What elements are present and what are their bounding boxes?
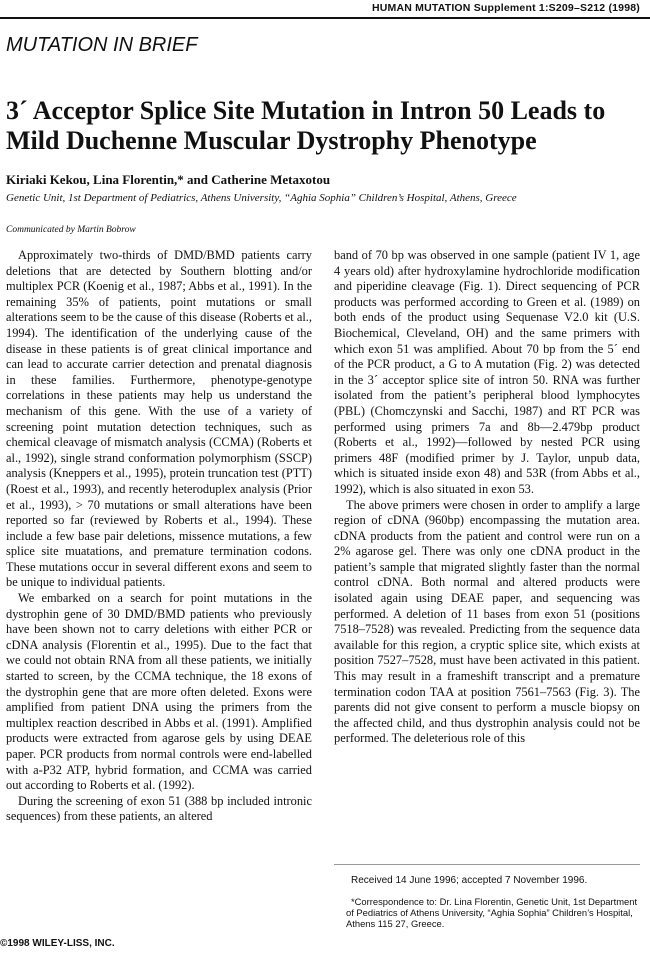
right-column [334,248,640,747]
body-paragraph: During the screening of exon 51 (388 bp included intronic sequences) from these patients, an altered [6,793,312,824]
communicated-by: Communicated by Martin Bobrow [6,225,136,235]
copyright-notice: ©1998 WILEY-LISS, INC. [0,938,115,949]
journal-citation: HUMAN MUTATION Supplement 1:S209–S212 (1998) [371,2,640,14]
body-paragraph: band of 70 bp was observed in one sample (patient IV 1, age 4 years old) after hydroxylamine hydrochloride modification and piperidine cleavage (Fig. 1). Direct sequencing of PCR products was performed according to Green et al. (1989) on both ends of the product using Sequenase V2.0 kit (U.S. Biochemical, Cleveland, OH) and the same primers with which exon 51 was amplified. About 70 bp from the 5´ end of the PCR product, a G to A mutation (Fig. 2) was detected in the 3´ acceptor splice site of intron 50. RNA was further isolated from the patient’s peripheral blood lymphocytes (PBL) (Chomczynski and Sacchi, 1987) and RT PCR was performed using primers 7a and 8b—2.479bp product (Roberts et al., 1992)—followed by nested PCR using primers 48F (modified primer by J. Taylor, unpub data, which is situated inside exon 48) and 53R (from Abbs et al., 1992), which is also situated in exon 53. [334,248,640,496]
body-paragraph: The above primers were chosen in order to amplify a large region of cDNA (960bp) encompassing the mutation area. cDNA products from the patient and control were run on a 2% agarose gel. There was only one cDNA product in the patient’s sample that migrated slightly faster than the normal control cDNA. Both normal and altered products were isolated again using DEAE paper, and sequencing was performed. A deletion of 11 bases from exon 51 (positions 7518–7528) was revealed. Predicting from the sequence data available for this region, a cryptic splice site, which exists at position 7527–7528, must have been activated in this patient. This may result in a frameshift transcript and a premature termination codon TAA at position 7561–7563 (Fig. 3). The parents did not give consent to perform a muscle biopsy on the affected child, and thus dystrophin analysis could not be performed. The deleterious role of this [334,497,640,746]
left-column [6,248,312,825]
article-title: 3´ Acceptor Splice Site Mutation in Intron 50 Leads to Mild Duchenne Muscular Dystrophy Phenotype [6,96,606,155]
author-list: Kiriaki Kekou, Lina Florentin,* and Catherine Metaxotou [6,172,331,187]
section-heading: MUTATION IN BRIEF [6,34,198,56]
received-dates: Received 14 June 1996; accepted 7 November 1996. [351,875,588,886]
body-paragraph: We embarked on a search for point mutations in the dystrophin gene of 30 DMD/BMD patients who previously have been shown not to carry deletions with either PCR or cDNA analysis (Florentin et al., 1995). Due to the fact that we could not obtain RNA from all these patients, we initially started to screen, by the CCMA technique, the 18 exons of the dystrophin gene that are more often deleted. Exons were amplified from patient DNA using the primers from the multiplex reaction described in Abbs et al. (1991). Amplified products were extracted from agarose gels by using DEAE paper. PCR products from normal controls were end-labelled with a-P32 ATP, hybrid formation, and CCMA was carried out according to Roberts et al. (1992). [6,591,312,793]
affiliation: Genetic Unit, 1st Department of Pediatrics, Athens University, “Aghia Sophia” Children’s Hospital, Athens, Greece [6,192,517,204]
footnote-divider [334,864,640,865]
body-paragraph: Approximately two-thirds of DMD/BMD patients carry deletions that are detected by Southern blotting and/or multiplex PCR (Koenig et al., 1987; Abbs et al., 1991). In the remaining 35% of patients, point mutations or small alterations seem to be the cause of this disease (Roberts et al., 1994). The identification of the underlying cause of the disease in these patients is of great clinical importance and can lead to accurate carrier detection and prenatal diagnosis in these families. Furthermore, phenotype-genotype correlations in these patients may help us understand the mechanism of this gene. With the use of a variety of screening point mutation detection techniques, such as chemical cleavage of mismatch analysis (CCMA) (Roberts et al., 1992), single strand conformation polymorphism (SSCP) analysis (Kneppers et al., 1995), protein truncation test (PTT) (Roest et al., 1993), and recently heteroduplex analysis (Prior et al., 1993), > 70 mutations or small alterations have been reported so far (reviewed by Roberts et al., 1994). These include a few base pair deletions, missence mutations, a few splice site muatations, and premature termination codons. These mutations occur in several different exons and seem to be unique to individual patients. [6,248,312,590]
correspondence-note: *Correspondence to: Dr. Lina Florentin, Genetic Unit, 1st Department of Pediatrics of Athens University, “Aghia Sophia” Children’s Hospital, Athens 115 27, Greece. [346,896,638,929]
header-rule [0,17,650,19]
